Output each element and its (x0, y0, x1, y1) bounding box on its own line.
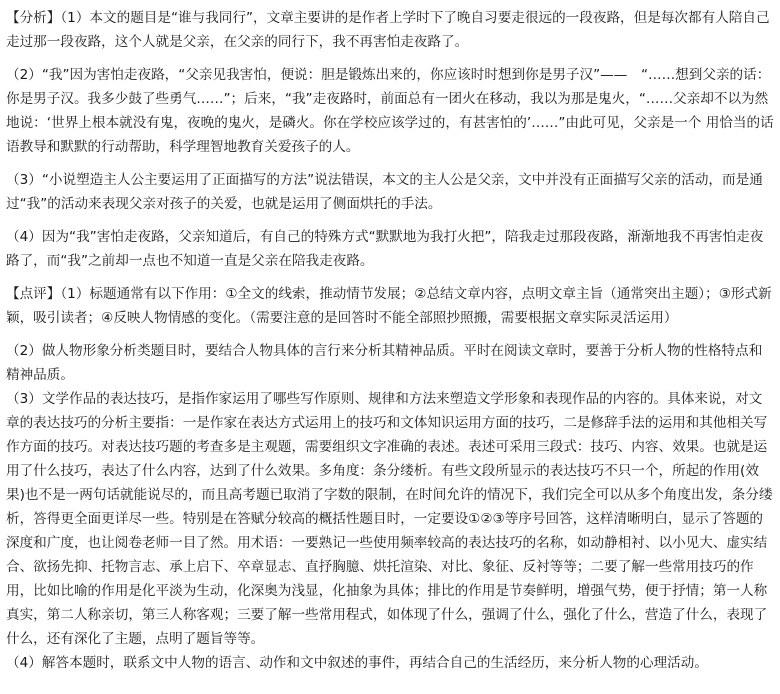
analysis-paragraph-3: （3）“小说塑造主人公主要运用了正面描写的方法”说法错误，本文的主人公是父亲，文中并没有正面描写父亲的活动，而是通过“我”的活动来表现父亲对孩子的关爱，也就是运用了侧面烘托的手法。 (6, 172, 763, 212)
analysis-paragraph-1: 【分析】（1）本文的题目是“谁与我同行”，文章主要讲的是作者上学时下了晚自习要走很远的一段夜路，但是每次都有人陪自己走过那一段夜路，这个人就是父亲，在父亲的同行下，我不再害怕走夜路了。 (6, 10, 770, 50)
comment-paragraph-2: （2）做人物形象分析类题目时，要结合人物具体的言行来分析其精神品质。平时在阅读文章时，要善于分析人物的性格特点和精神品质。 (6, 343, 763, 383)
comment-paragraph-1: 【点评】（1）标题通常有以下作用：①全文的线索，推动情节发展；②总结文章内容，点明文章主旨（通常突出主题）；③形式新颖，吸引读者；④反映人物情感的变化。（需要注意的是回答时不能全部照抄照搬，需要根据文章实际灵活运用） (6, 286, 772, 326)
comment-paragraph-3: （3）文学作品的表达技巧，是指作家运用了哪些写作原则、规律和方法来塑造文学形象和表现作品的内容的。具体来说，对文章的表达技巧的分析主要指：一是作家在表达方式运用上的技巧和文体知识运用方面的技巧，二是修辞手法的运用和其他相关写作方面的技巧。对表达技巧题的考查多是主观题，需要组织文字准确的表述。表述可采用三段式：技巧、内容、效果。也就是运用了什么技巧，表达了什么内容，达到了什么效果。多角度：条分缕析。有些文段所显示的表达技巧不只一个，所起的作用(效果)也不是一两句话就能说尽的，而且高考题已取消了字数的限制，在时间允许的情况下，我们完全可以从多个角度出发，条分缕析，答得更全面更详尽一些。特别是在答赋分较高的概括性题目时，一定要设①②③等序号回答，这样清晰明白，显示了答题的深度和广度，也让阅卷老师一目了然。用术语：一要熟记一些使用频率较高的表达技巧的名称，如动静相衬、以小见大、虚实结合、欲扬先抑、托物言志、承上启下、卒章显志、直抒胸臆、烘托渲染、对比、象征、反衬等等；二要了解一些常用技巧的作用，比如比喻的作用是化平淡为生动，化深奥为浅显，化抽象为具体；排比的作用是节奏鲜明，增强气势，便于抒情；第一人称真实，第二人称亲切，第三人称客观；三要了解一些常用程式，如体现了什么，强调了什么，强化了什么，营造了什么，表现了什么，还有深化了主题，点明了题旨等等。 (6, 391, 773, 647)
analysis-paragraph-4: （4）因为“我”害怕走夜路，父亲知道后，有自己的特殊方式“默默地为我打火把”，陪我走过那段夜路，渐渐地我不再害怕走夜路了，而“我”之前却一点也不知道一直是父亲在陪我走夜路。 (6, 229, 764, 269)
analysis-paragraph-2: （2）“我”因为害怕走夜路，“父亲见我害怕，便说：胆是锻炼出来的，你应该时时想到你是男子汉”—— “……想到父亲的话：你是男子汉。我多少鼓了些勇气……”；后来，“我”走夜路时，前面总有一团火在移动，我以为那是鬼火，“……父亲却不以为然地说：‘世界上根本就没有鬼，夜晚的鬼火，是磷火。你在学校应该学过的，有甚害怕的’……”由此可见，父亲是一个 用恰当的话语教导和默默的行动帮助，科学理智地教育关爱孩子的人。 (6, 67, 774, 155)
comment-paragraph-4: （4）解答本题时，联系文中人物的语言、动作和文中叙述的事件，再结合自己的生活经历，来分析人物的心理活动。 (6, 655, 708, 671)
